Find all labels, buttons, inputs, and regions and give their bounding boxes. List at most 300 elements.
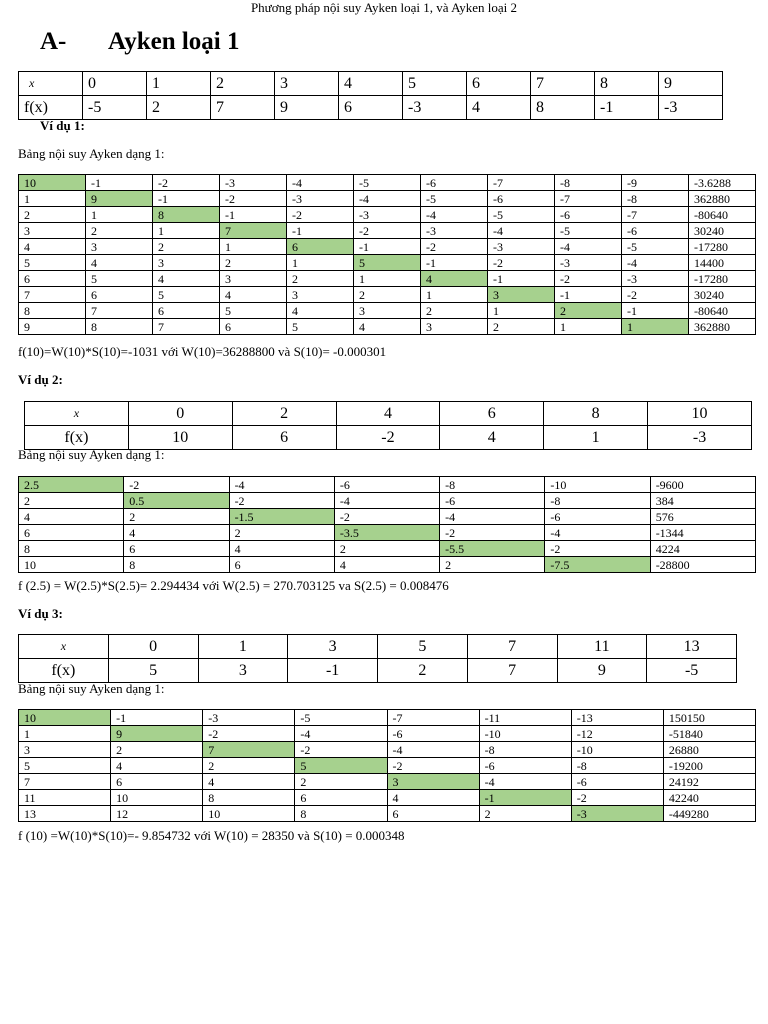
table-cell: 3	[19, 223, 86, 239]
table-cell: 4	[203, 774, 295, 790]
table-cell: 4	[19, 509, 124, 525]
table-cell: -7	[488, 175, 555, 191]
table-row	[19, 525, 756, 541]
fx-value-cell: 5	[108, 659, 198, 683]
table-cell: 4	[19, 239, 86, 255]
table-cell: -8	[571, 758, 663, 774]
ex2-aitken-table	[18, 476, 756, 573]
table-cell: -4	[479, 774, 571, 790]
table-cell: 1	[488, 303, 555, 319]
table-cell: -2	[555, 271, 622, 287]
table-cell: -6	[387, 726, 479, 742]
table-cell: -6	[479, 758, 571, 774]
table-cell: 1	[287, 255, 354, 271]
table-row	[19, 255, 756, 271]
table-cell: 1	[153, 223, 220, 239]
table-cell: -3	[555, 255, 622, 271]
fx-value-cell: 6	[232, 426, 336, 450]
table-cell: -2	[488, 255, 555, 271]
table-row	[19, 557, 756, 573]
x-value-cell: 5	[403, 72, 467, 96]
table-cell: 3	[354, 303, 421, 319]
table-row	[19, 477, 756, 493]
table-cell: 2	[287, 271, 354, 287]
table-cell: 42240	[663, 790, 755, 806]
table-cell: -2	[220, 191, 287, 207]
table-cell: 6	[153, 303, 220, 319]
table-cell: 4	[229, 541, 334, 557]
table-cell: 0.5	[124, 493, 229, 509]
table-cell: -8	[479, 742, 571, 758]
page-header: Phương pháp nội suy Ayken loại 1, và Ayken loại 2	[250, 0, 518, 15]
fx-value-cell: 4	[467, 96, 531, 120]
table-cell: -2	[153, 175, 220, 191]
table-cell: -3	[488, 239, 555, 255]
table-cell: 2	[153, 239, 220, 255]
table-cell: 4224	[650, 541, 755, 557]
table-cell: 4	[421, 271, 488, 287]
table-cell: -1	[555, 287, 622, 303]
ex1-table-caption: Bảng nội suy Ayken dạng 1:	[18, 146, 165, 161]
table-cell: 6	[387, 806, 479, 822]
table-cell: -13	[571, 710, 663, 726]
table-cell: 7	[19, 287, 86, 303]
table-cell: 5	[153, 287, 220, 303]
table-cell: 3	[287, 287, 354, 303]
table-row	[19, 806, 756, 822]
table-cell: -5.5	[440, 541, 545, 557]
ex3-table-caption: Bảng nội suy Ayken dạng 1:	[18, 681, 165, 696]
table-row	[19, 271, 756, 287]
table-cell: -2	[622, 287, 689, 303]
table-cell: -6	[545, 509, 650, 525]
fx-value-cell: 9	[275, 96, 339, 120]
table-cell: 8	[203, 790, 295, 806]
ex2-table-caption: Bảng nội suy Ayken dạng 1:	[18, 447, 165, 462]
table-cell: -1	[421, 255, 488, 271]
x-value-cell: 2	[211, 72, 275, 96]
table-cell: -5	[354, 175, 421, 191]
table-cell: 4	[334, 557, 439, 573]
table-row	[19, 239, 756, 255]
table-cell: -80640	[689, 303, 756, 319]
ex2-data-table	[24, 401, 752, 450]
table-cell: -4	[334, 493, 439, 509]
table-cell: -1	[86, 175, 153, 191]
x-value-cell: 6	[467, 72, 531, 96]
table-cell: -3	[287, 191, 354, 207]
table-cell: -10	[571, 742, 663, 758]
table-cell: -2	[203, 726, 295, 742]
table-cell: 30240	[689, 223, 756, 239]
table-row	[19, 287, 756, 303]
table-cell: -4	[421, 207, 488, 223]
table-cell: 6	[220, 319, 287, 335]
x-row	[19, 635, 737, 659]
table-cell: 576	[650, 509, 755, 525]
table-cell: -2	[545, 541, 650, 557]
table-cell: -4	[622, 255, 689, 271]
table-cell: -2	[440, 525, 545, 541]
table-cell: 7	[153, 319, 220, 335]
table-cell: -80640	[689, 207, 756, 223]
table-cell: 5	[86, 271, 153, 287]
x-value-cell: 7	[531, 72, 595, 96]
table-cell: -4	[387, 742, 479, 758]
table-cell: -1	[354, 239, 421, 255]
table-cell: 362880	[689, 319, 756, 335]
fx-value-cell: 2	[378, 659, 468, 683]
fx-value-cell: -2	[336, 426, 440, 450]
table-cell: -11	[479, 710, 571, 726]
table-cell: 3	[86, 239, 153, 255]
table-cell: 5	[287, 319, 354, 335]
table-cell: 4	[111, 758, 203, 774]
table-cell: 8	[124, 557, 229, 573]
table-cell: 5	[354, 255, 421, 271]
ex1-label: Ví dụ 1:	[40, 118, 85, 133]
fx-value-cell: 10	[128, 426, 232, 450]
table-cell: 362880	[689, 191, 756, 207]
table-cell: 10	[19, 710, 111, 726]
table-cell: 4	[287, 303, 354, 319]
table-cell: 2	[295, 774, 387, 790]
table-cell: 8	[295, 806, 387, 822]
table-cell: -19200	[663, 758, 755, 774]
table-cell: -2	[295, 742, 387, 758]
table-cell: 10	[111, 790, 203, 806]
table-cell: -3	[354, 207, 421, 223]
table-cell: 3	[488, 287, 555, 303]
table-cell: 2	[124, 509, 229, 525]
table-cell: 150150	[663, 710, 755, 726]
table-cell: -8	[622, 191, 689, 207]
table-cell: -4	[287, 175, 354, 191]
table-cell: -1	[153, 191, 220, 207]
table-cell: 6	[86, 287, 153, 303]
table-cell: 30240	[689, 287, 756, 303]
table-row	[19, 191, 756, 207]
table-cell: 6	[287, 239, 354, 255]
fx-row	[19, 659, 737, 683]
ex3-aitken-table	[18, 709, 756, 822]
table-row	[19, 774, 756, 790]
table-cell: -8	[555, 175, 622, 191]
x-value-cell: 4	[336, 402, 440, 426]
x-value-cell: 9	[659, 72, 723, 96]
table-row	[19, 726, 756, 742]
table-cell: -7.5	[545, 557, 650, 573]
table-cell: -1	[287, 223, 354, 239]
table-cell: -2	[354, 223, 421, 239]
table-cell: 2	[111, 742, 203, 758]
table-cell: 1	[555, 319, 622, 335]
table-cell: 2	[19, 207, 86, 223]
table-cell: -17280	[689, 239, 756, 255]
table-cell: -7	[622, 207, 689, 223]
table-cell: 2.5	[19, 477, 124, 493]
table-cell: 1	[354, 271, 421, 287]
table-cell: -6	[555, 207, 622, 223]
table-cell: 5	[220, 303, 287, 319]
table-cell: 5	[19, 758, 111, 774]
x-value-cell: 8	[544, 402, 648, 426]
table-cell: 8	[19, 541, 124, 557]
table-cell: 3	[19, 742, 111, 758]
table-cell: 2	[229, 525, 334, 541]
table-cell: -3	[622, 271, 689, 287]
table-cell: -10	[545, 477, 650, 493]
table-cell: 11	[19, 790, 111, 806]
table-cell: 6	[124, 541, 229, 557]
table-cell: -1	[488, 271, 555, 287]
fx-value-cell: 6	[339, 96, 403, 120]
table-cell: -1	[111, 710, 203, 726]
fx-header-cell: f(x)	[19, 96, 83, 120]
table-cell: 4	[124, 525, 229, 541]
x-value-cell: 13	[647, 635, 737, 659]
table-cell: -2	[571, 790, 663, 806]
table-cell: 1	[622, 319, 689, 335]
table-cell: 7	[203, 742, 295, 758]
table-cell: 4	[354, 319, 421, 335]
table-cell: 2	[203, 758, 295, 774]
table-cell: 1	[86, 207, 153, 223]
table-row	[19, 509, 756, 525]
table-cell: -28800	[650, 557, 755, 573]
ex1-result: f(10)=W(10)*S(10)=-1031 với W(10)=36288800 và S(10)= -0.000301	[18, 344, 387, 359]
table-row	[19, 319, 756, 335]
table-cell: 2	[488, 319, 555, 335]
table-cell: 13	[19, 806, 111, 822]
table-row	[19, 207, 756, 223]
table-cell: 384	[650, 493, 755, 509]
table-cell: -2	[229, 493, 334, 509]
table-cell: 7	[220, 223, 287, 239]
table-cell: -2	[124, 477, 229, 493]
table-cell: 24192	[663, 774, 755, 790]
table-cell: 2	[421, 303, 488, 319]
table-cell: 10	[203, 806, 295, 822]
table-row	[19, 710, 756, 726]
table-cell: 3	[153, 255, 220, 271]
table-cell: -2	[334, 509, 439, 525]
table-cell: 7	[86, 303, 153, 319]
table-cell: -9600	[650, 477, 755, 493]
table-cell: 9	[19, 319, 86, 335]
table-row	[19, 223, 756, 239]
table-cell: 4	[387, 790, 479, 806]
table-cell: -7	[387, 710, 479, 726]
fx-row	[19, 96, 723, 120]
x-value-cell: 7	[467, 635, 557, 659]
ex3-data-table	[18, 634, 737, 683]
section-name: Ayken loại 1	[108, 28, 240, 55]
table-cell: -51840	[663, 726, 755, 742]
table-row	[19, 541, 756, 557]
table-cell: 12	[111, 806, 203, 822]
table-cell: 2	[440, 557, 545, 573]
table-cell: 14400	[689, 255, 756, 271]
ex1-aitken-table	[18, 174, 756, 335]
fx-header-cell: f(x)	[25, 426, 129, 450]
table-cell: 3	[387, 774, 479, 790]
table-cell: -17280	[689, 271, 756, 287]
x-value-cell: 11	[557, 635, 647, 659]
table-cell: 8	[86, 319, 153, 335]
section-title	[40, 28, 240, 56]
table-cell: -5	[488, 207, 555, 223]
table-cell: 3	[220, 271, 287, 287]
table-cell: -4	[555, 239, 622, 255]
table-row	[19, 758, 756, 774]
fx-value-cell: 9	[557, 659, 647, 683]
x-value-cell: 1	[147, 72, 211, 96]
fx-value-cell: 8	[531, 96, 595, 120]
fx-value-cell: -1	[288, 659, 378, 683]
table-cell: -8	[440, 477, 545, 493]
table-cell: 2	[220, 255, 287, 271]
fx-value-cell: 7	[211, 96, 275, 120]
fx-value-cell: -3	[648, 426, 752, 450]
x-row	[25, 402, 752, 426]
table-cell: -4	[545, 525, 650, 541]
x-value-cell: 0	[83, 72, 147, 96]
fx-value-cell: -5	[647, 659, 737, 683]
x-header-cell: x	[19, 72, 83, 96]
table-cell: -3	[571, 806, 663, 822]
table-cell: 10	[19, 557, 124, 573]
x-value-cell: 1	[198, 635, 288, 659]
table-cell: 1	[19, 726, 111, 742]
table-cell: 8	[19, 303, 86, 319]
x-value-cell: 0	[108, 635, 198, 659]
fx-value-cell: 1	[544, 426, 648, 450]
table-cell: -10	[479, 726, 571, 742]
table-cell: 26880	[663, 742, 755, 758]
table-cell: 10	[19, 175, 86, 191]
x-value-cell: 5	[378, 635, 468, 659]
table-cell: -5	[622, 239, 689, 255]
table-cell: -4	[488, 223, 555, 239]
fx-header-cell: f(x)	[19, 659, 109, 683]
ex1-data-table	[18, 71, 723, 120]
table-cell: -3	[220, 175, 287, 191]
table-cell: -6	[622, 223, 689, 239]
table-cell: 2	[479, 806, 571, 822]
table-row	[19, 303, 756, 319]
fx-value-cell: -1	[595, 96, 659, 120]
table-cell: -2	[287, 207, 354, 223]
fx-value-cell: 7	[467, 659, 557, 683]
table-cell: -6	[334, 477, 439, 493]
table-cell: 7	[19, 774, 111, 790]
table-cell: -449280	[663, 806, 755, 822]
table-cell: 4	[220, 287, 287, 303]
table-cell: -1344	[650, 525, 755, 541]
fx-value-cell: -3	[659, 96, 723, 120]
table-cell: 2	[555, 303, 622, 319]
table-cell: 5	[295, 758, 387, 774]
table-cell: -3.6288	[689, 175, 756, 191]
x-header-cell: x	[19, 635, 109, 659]
x-value-cell: 8	[595, 72, 659, 96]
fx-row	[25, 426, 752, 450]
table-cell: -4	[229, 477, 334, 493]
x-header-cell: x	[25, 402, 129, 426]
ex3-label: Ví dụ 3:	[18, 606, 63, 621]
fx-value-cell: 3	[198, 659, 288, 683]
table-cell: -4	[440, 509, 545, 525]
table-cell: 4	[153, 271, 220, 287]
table-cell: -6	[421, 175, 488, 191]
table-cell: -9	[622, 175, 689, 191]
table-row	[19, 175, 756, 191]
x-value-cell: 3	[288, 635, 378, 659]
table-cell: -1	[479, 790, 571, 806]
table-cell: -1.5	[229, 509, 334, 525]
table-cell: -3	[421, 223, 488, 239]
table-cell: 6	[19, 525, 124, 541]
table-cell: 8	[153, 207, 220, 223]
table-cell: 2	[334, 541, 439, 557]
table-cell: 2	[19, 493, 124, 509]
table-cell: -5	[555, 223, 622, 239]
x-value-cell: 10	[648, 402, 752, 426]
table-cell: 1	[421, 287, 488, 303]
table-cell: 1	[19, 191, 86, 207]
x-value-cell: 0	[128, 402, 232, 426]
table-cell: 9	[86, 191, 153, 207]
table-cell: 1	[220, 239, 287, 255]
fx-value-cell: -3	[403, 96, 467, 120]
table-cell: -6	[440, 493, 545, 509]
table-cell: 9	[111, 726, 203, 742]
table-cell: -3	[203, 710, 295, 726]
table-cell: 3	[421, 319, 488, 335]
table-cell: 4	[86, 255, 153, 271]
x-value-cell: 6	[440, 402, 544, 426]
x-value-cell: 4	[339, 72, 403, 96]
ex2-result: f (2.5) = W(2.5)*S(2.5)= 2.294434 với W(2.5) = 270.703125 va S(2.5) = 0.008476	[18, 578, 449, 593]
table-cell: -3.5	[334, 525, 439, 541]
fx-value-cell: 2	[147, 96, 211, 120]
table-cell: 5	[19, 255, 86, 271]
table-row	[19, 742, 756, 758]
table-cell: -2	[387, 758, 479, 774]
table-cell: -12	[571, 726, 663, 742]
table-cell: -5	[421, 191, 488, 207]
table-cell: -6	[571, 774, 663, 790]
x-value-cell: 2	[232, 402, 336, 426]
table-cell: -4	[295, 726, 387, 742]
fx-value-cell: 4	[440, 426, 544, 450]
table-cell: -8	[545, 493, 650, 509]
table-cell: 2	[354, 287, 421, 303]
ex2-label: Ví dụ 2:	[18, 372, 63, 387]
table-cell: -1	[220, 207, 287, 223]
table-cell: -2	[421, 239, 488, 255]
x-row	[19, 72, 723, 96]
table-cell: 6	[295, 790, 387, 806]
table-cell: 6	[19, 271, 86, 287]
table-cell: -1	[622, 303, 689, 319]
table-cell: -7	[555, 191, 622, 207]
table-row	[19, 790, 756, 806]
table-cell: 6	[229, 557, 334, 573]
table-cell: -5	[295, 710, 387, 726]
x-value-cell: 3	[275, 72, 339, 96]
